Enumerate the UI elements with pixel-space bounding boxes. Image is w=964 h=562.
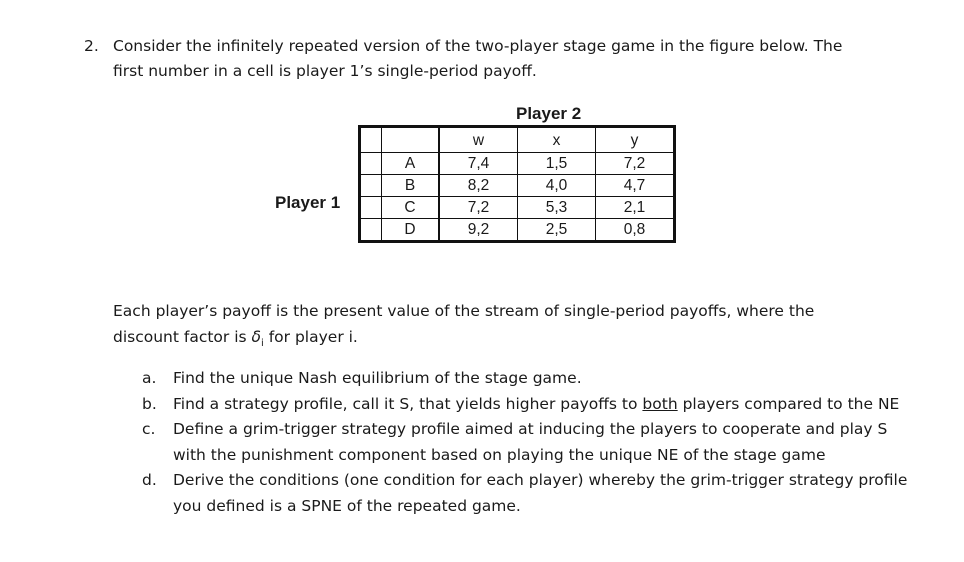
question-parts [142,366,922,519]
player1-label: Player 1 [275,193,341,212]
row-header-a: A [382,153,440,175]
payoff-row-c [360,197,675,219]
part-b-underlined-word: both [642,394,678,413]
part-d-letter: d. [142,471,157,489]
part-b [142,392,922,418]
payoff-cell: 2,5 [518,219,596,242]
payoff-cell: 4,0 [518,175,596,197]
question-number: 2. [84,37,99,55]
column-header-w: w [439,127,518,153]
payoff-row-d [360,219,675,242]
corner-cell [360,127,382,153]
part-d-text: Derive the conditions (one condition for each player) whereby the grim-trigger strategy profile you defined is a SPNE of the repeated game. [173,471,908,515]
part-a-text: Find the unique Nash equilibrium of the stage game. [173,369,582,387]
payoff-row-a [360,153,675,175]
part-b-text-end: players compared to the NE [677,394,900,413]
payoff-cell: 1,5 [518,153,596,175]
row-spacer [360,197,382,219]
part-c [142,417,922,468]
part-a [142,366,922,392]
row-header-c: C [382,197,440,219]
payoff-cell: 0,8 [596,219,675,242]
part-b-text-start: Find a strategy profile, call it S, that yields higher payoffs to [173,394,643,413]
payoff-cell: 7,2 [596,153,675,175]
row-spacer [360,153,382,175]
row-header-d: D [382,219,440,242]
payoff-description [113,298,873,357]
payoff-description-text: Each player’s payoff is the present value of the stream of single-period payoffs, where the discount factor is [113,302,815,346]
part-b-text [173,392,922,418]
payoff-cell: 9,2 [439,219,518,242]
payoff-row-b [360,175,675,197]
part-b-letter: b. [142,394,157,413]
payoff-cell: 4,7 [596,175,675,197]
discount-factor-subscript: i [261,338,264,350]
part-d [142,468,922,519]
payoff-cell: 7,2 [439,197,518,219]
player2-label: Player 2 [516,104,582,123]
part-a-letter: a. [142,369,157,387]
payoff-cell: 7,4 [439,153,518,175]
corner-cell [382,127,440,153]
row-spacer [360,219,382,242]
payoff-matrix [358,125,676,243]
payoff-description-tail: for player i. [263,328,358,346]
payoff-header-row [360,127,675,153]
question-intro: Consider the infinitely repeated version of the two-player stage game in the figure below. The first number in a cell is player 1’s single-period payoff. [113,37,843,80]
column-header-y: y [596,127,675,153]
payoff-cell: 2,1 [596,197,675,219]
row-header-b: B [382,175,440,197]
row-spacer [360,175,382,197]
column-header-x: x [518,127,596,153]
payoff-cell: 8,2 [439,175,518,197]
payoff-cell: 5,3 [518,197,596,219]
part-c-letter: c. [142,420,156,438]
discount-factor-symbol: δ [251,328,262,346]
part-c-text: Define a grim-trigger strategy profile aimed at inducing the players to cooperate and play S with the punishment component based on playing the unique NE of the stage game [173,420,888,464]
